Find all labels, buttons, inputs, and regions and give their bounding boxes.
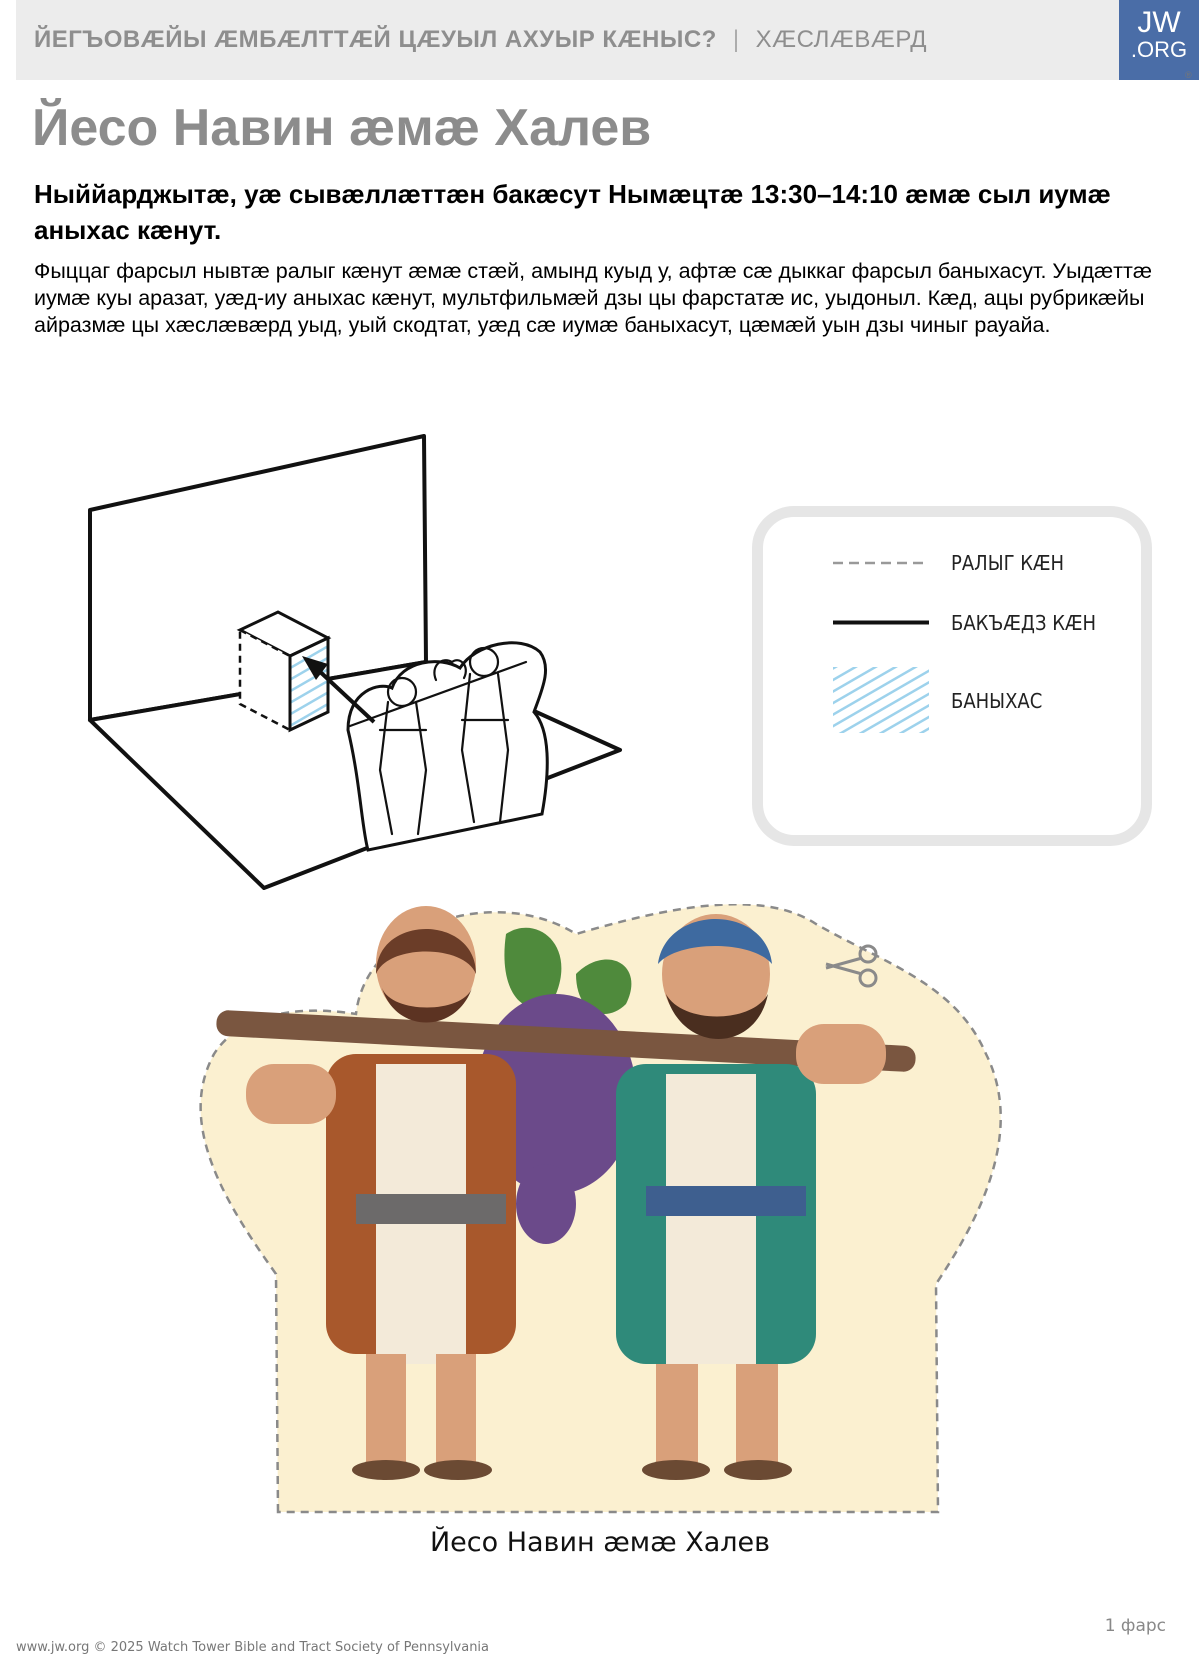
header-title-line (34, 26, 927, 54)
legend-label-glue: БАНЫХАС (951, 689, 1043, 713)
solid-line-icon (833, 620, 929, 625)
glue-box-front (290, 638, 328, 730)
logo-org-text: .ORG (1130, 37, 1188, 62)
legend-panel (752, 506, 1152, 846)
header-separator: | (732, 26, 740, 53)
section-label: ХÆСЛÆВÆРД (755, 26, 928, 53)
page-number: 1 фарс (1104, 1616, 1166, 1636)
cutout-figures-illustration (196, 904, 1016, 1524)
legend-label-fold: БАКЪÆДЗ КÆН (951, 611, 1097, 635)
figures-caption: Йесо Навин æмæ Халев (429, 1527, 771, 1558)
series-title: ЙЕГЪОВÆЙЫ ÆМБÆЛТТÆЙ ЦÆУЫЛ АХУЫР КÆНЫС? (34, 26, 717, 53)
jw-org-logo[interactable] (1119, 0, 1199, 80)
logo-jw-text: JW (1137, 6, 1181, 39)
dashed-line-icon (833, 561, 929, 565)
registered-mark: ® (1185, 70, 1192, 80)
hatched-area-icon (833, 667, 929, 733)
assembly-diagram (80, 430, 650, 930)
header-bar (16, 0, 1188, 80)
activity-instructions: Фыццаг фарсыл нывтæ ралыг кæнут æмæ стæй, амынд куыд у, афтæ сæ дыккаг фарсыл баныхасут. Уыдæттæ иумæ куы аразат, уæд-иу аныхас кæнут, мультфильмæй дзы цы фарстатæ ис, уыдоныл. Кæд, ацы рубрикæйы айразмæ цы хæслæвæрд уыд, уый скодтат, уæд сæ иумæ баныхасут, цæмæй уын дзы чиныг рауайа. (34, 259, 1152, 337)
copyright-footer: www.jw.org © 2025 Watch Tower Bible and Tract Society of Pennsylvania (16, 1640, 490, 1655)
legend-label-cut: РАЛЫГ КÆН (951, 551, 1065, 575)
page-title: Йесо Навин æмæ Халев (32, 99, 652, 157)
reading-instruction: Ныййарджытæ, уæ сывæллæттæн бакæсут Нымæцтæ 13:30–14:10 æмæ сыл иумæ аныхас кæнут. (34, 179, 1111, 245)
